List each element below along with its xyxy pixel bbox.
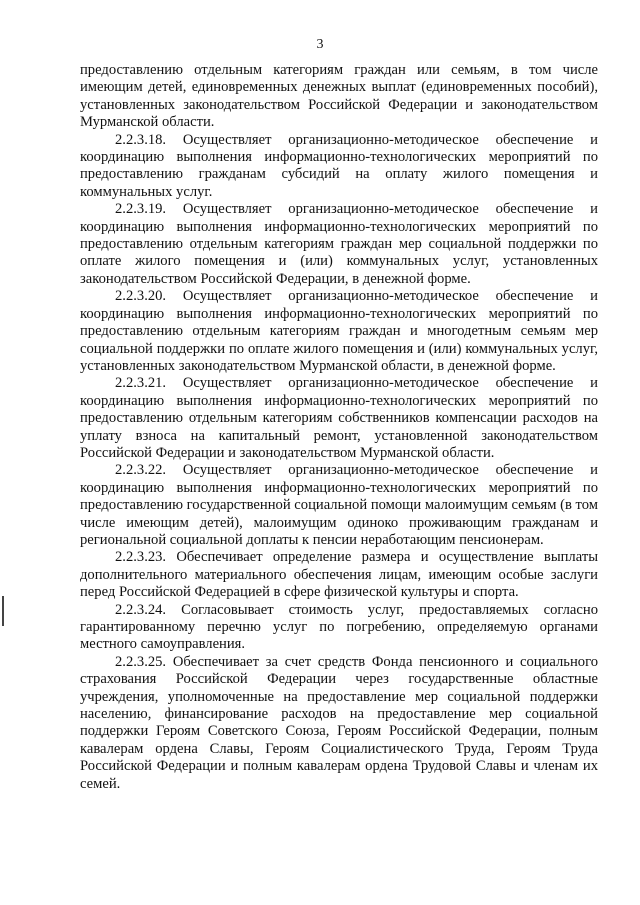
paragraph-2-2-3-23: 2.2.3.23. Обеспечивает определение размера и осуществление выплаты дополнительного материального обеспечения лицам, имеющим особые заслуги перед Российской Федерацией в сфере физической культуры и спорта.	[80, 549, 598, 601]
paragraph-2-2-3-19: 2.2.3.19. Осуществляет организационно-методическое обеспечение и координацию выполнения информационно-технологических мероприятий по предоставлению отдельным категориям граждан мер социальной поддержки по оплате жилого помещения и (или) коммунальных услуг, установленных законодательством Российской Федерации, в денежной форме.	[80, 201, 598, 287]
document-body	[80, 62, 598, 793]
paragraph-continuation: предоставлению отдельным категориям граждан или семьям, в том числе имеющим детей, единовременных денежных выплат (единовременных пособий), установленных законодательством Российской Федерации и законодательством Мурманской области.	[80, 62, 598, 131]
paragraph-2-2-3-25: 2.2.3.25. Обеспечивает за счет средств Фонда пенсионного и социального страхования Российской Федерации через государственные областные учреждения, уполномоченные на предоставление мер социальной поддержки населению, финансирование расходов на предоставление мер социальной поддержки Героям Советского Союза, Героям Российской Федерации, полным кавалерам ордена Славы, Героям Социалистического Труда, Героям Труда Российской Федерации и полным кавалерам ордена Трудовой Славы и членам их семей.	[80, 653, 598, 792]
scan-margin-mark	[2, 596, 7, 626]
paragraph-2-2-3-24: 2.2.3.24. Согласовывает стоимость услуг, предоставляемых согласно гарантированному перечню услуг по погребению, определяемую органами местного самоуправления.	[80, 601, 598, 653]
paragraph-2-2-3-22: 2.2.3.22. Осуществляет организационно-методическое обеспечение и координацию выполнения информационно-технологических мероприятий по предоставлению государственной социальной помощи малоимущим семьям (в том числе имеющим детей), малоимущим одиноко проживающим гражданам и региональной социальной доплаты к пенсии неработающим пенсионерам.	[80, 462, 598, 548]
paragraph-2-2-3-20: 2.2.3.20. Осуществляет организационно-методическое обеспечение и координацию выполнения информационно-технологических мероприятий по предоставлению отдельным категориям граждан и многодетным семьям мер социальной поддержки по оплате жилого помещения и (или) коммунальных услуг, установленных законодательством Мурманской области, в денежной форме.	[80, 288, 598, 374]
paragraph-2-2-3-18: 2.2.3.18. Осуществляет организационно-методическое обеспечение и координацию выполнения информационно-технологических мероприятий по предоставлению гражданам субсидий на оплату жилого помещения и коммунальных услуг.	[80, 131, 598, 200]
paragraph-2-2-3-21: 2.2.3.21. Осуществляет организационно-методическое обеспечение и координацию выполнения информационно-технологических мероприятий по предоставлению отдельным категориям собственников компенсации расходов на уплату взноса на капитальный ремонт, установленной законодательством Российской Федерации и законодательством Мурманской области.	[80, 375, 598, 461]
page-number: 3	[316, 37, 324, 52]
